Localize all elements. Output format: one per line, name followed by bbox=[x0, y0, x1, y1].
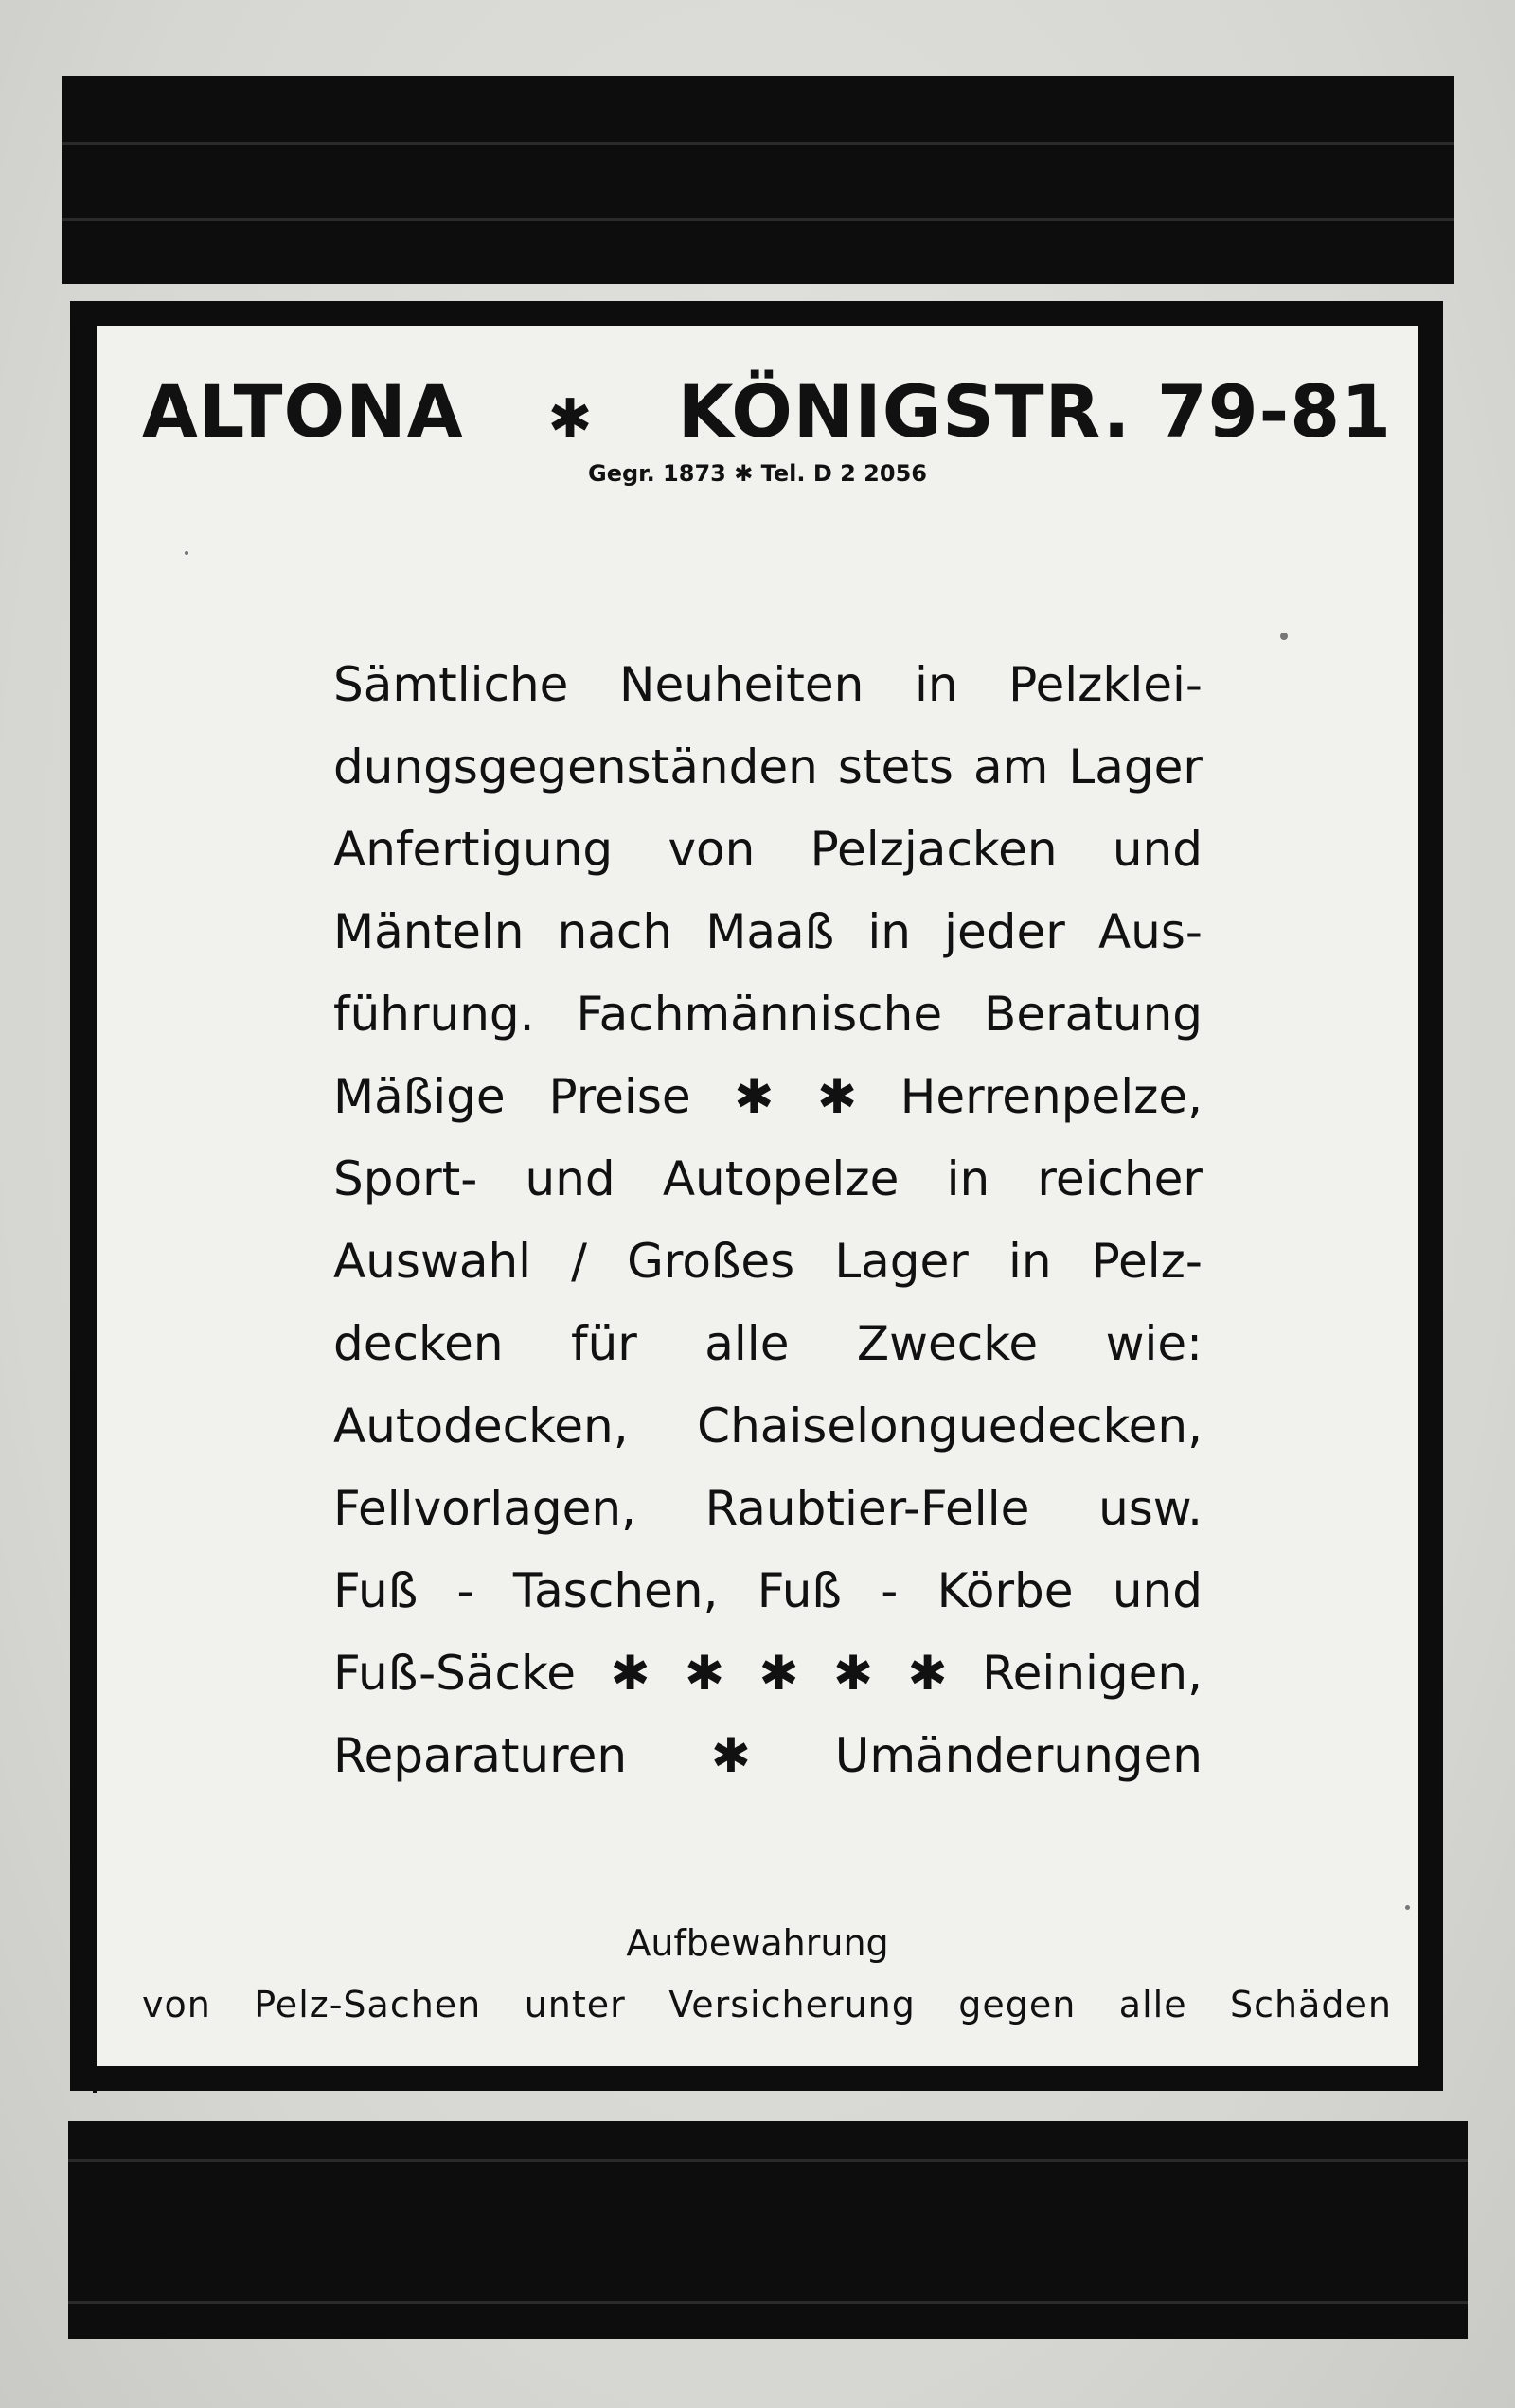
word: und bbox=[1112, 1563, 1203, 1618]
body-line bbox=[333, 726, 1203, 809]
band-stripe bbox=[62, 142, 1454, 145]
star-ornament-icon: ✱ bbox=[547, 388, 594, 450]
word: Fuß-Säcke bbox=[333, 1646, 576, 1701]
word: ✱ bbox=[758, 1646, 799, 1701]
band-stripe bbox=[62, 218, 1454, 221]
word: Mänteln bbox=[333, 904, 525, 959]
headline-city: ALTONA bbox=[142, 369, 464, 454]
word: Taschen, bbox=[512, 1563, 719, 1618]
advert-body bbox=[333, 644, 1203, 1797]
word: Pelzklei- bbox=[1008, 657, 1203, 712]
word: - bbox=[881, 1563, 899, 1618]
word: Auswahl bbox=[333, 1234, 532, 1289]
word: für bbox=[571, 1316, 637, 1371]
headline bbox=[142, 369, 1392, 454]
word: reicher bbox=[1037, 1151, 1203, 1206]
word: Raubtier-Felle bbox=[704, 1481, 1030, 1536]
word: Umänderungen bbox=[834, 1728, 1203, 1783]
word: Lager bbox=[1068, 740, 1203, 794]
word: Versicherung bbox=[668, 1984, 916, 2025]
storage-description bbox=[142, 1984, 1392, 2025]
word: ✱ bbox=[833, 1646, 874, 1701]
body-line bbox=[333, 1138, 1203, 1221]
word: in bbox=[946, 1151, 990, 1206]
word: in bbox=[914, 657, 958, 712]
word: jeder bbox=[944, 904, 1065, 959]
word: Zwecke bbox=[856, 1316, 1039, 1371]
body-line bbox=[333, 1632, 1203, 1715]
word: Autopelze bbox=[662, 1151, 900, 1206]
word: Herrenpelze, bbox=[900, 1069, 1203, 1124]
body-line bbox=[333, 1550, 1203, 1632]
body-line bbox=[333, 891, 1203, 973]
word: Schäden bbox=[1230, 1984, 1392, 2025]
body-line bbox=[333, 1303, 1203, 1385]
body-line bbox=[333, 973, 1203, 1056]
body-line bbox=[333, 1056, 1203, 1138]
word: Neuheiten bbox=[619, 657, 864, 712]
word: Sämtliche bbox=[333, 657, 569, 712]
word: Fachmännische bbox=[576, 987, 943, 1042]
word: Pelz-Sachen bbox=[254, 1984, 482, 2025]
word: ✱ bbox=[817, 1069, 857, 1124]
dust-speck bbox=[185, 551, 188, 555]
dust-speck bbox=[1280, 633, 1288, 640]
word: Beratung bbox=[984, 987, 1203, 1042]
word: usw. bbox=[1098, 1481, 1203, 1536]
body-line bbox=[333, 644, 1203, 726]
storage-heading: Aufbewahrung bbox=[626, 1922, 889, 1964]
word: ✱ bbox=[685, 1646, 725, 1701]
word: von bbox=[668, 822, 756, 877]
body-line bbox=[333, 1468, 1203, 1550]
word: ✱ bbox=[610, 1646, 651, 1701]
word: Aus- bbox=[1097, 904, 1203, 959]
word: wie: bbox=[1105, 1316, 1203, 1371]
body-line bbox=[333, 1221, 1203, 1303]
body-line bbox=[333, 1715, 1203, 1797]
word: Anfertigung bbox=[333, 822, 614, 877]
word: Autodecken, bbox=[333, 1399, 629, 1454]
body-line bbox=[333, 1385, 1203, 1468]
word: führung. bbox=[333, 987, 535, 1042]
word: nach bbox=[557, 904, 673, 959]
word: Chaiselonguedecken, bbox=[697, 1399, 1203, 1454]
word: Fuß bbox=[757, 1563, 842, 1618]
word: Körbe bbox=[936, 1563, 1074, 1618]
word: Maaß bbox=[705, 904, 835, 959]
word: / bbox=[571, 1234, 588, 1289]
word: in bbox=[867, 904, 911, 959]
dust-speck bbox=[1405, 1905, 1410, 1910]
body-line bbox=[333, 809, 1203, 891]
word: alle bbox=[1118, 1984, 1187, 2025]
band-stripe bbox=[68, 2301, 1468, 2304]
word: Fellvorlagen, bbox=[333, 1481, 636, 1536]
word: Reinigen, bbox=[982, 1646, 1203, 1701]
word: ✱ bbox=[907, 1646, 948, 1701]
word: von bbox=[142, 1984, 211, 2025]
word: unter bbox=[524, 1984, 626, 2025]
word: stets bbox=[837, 740, 954, 794]
band-stripe bbox=[68, 2159, 1468, 2162]
word: am bbox=[972, 740, 1049, 794]
word: decken bbox=[333, 1316, 504, 1371]
headline-street: KÖNIGSTR. 79-81 bbox=[677, 369, 1392, 454]
bottom-black-band bbox=[68, 2121, 1468, 2339]
word: alle bbox=[704, 1316, 790, 1371]
word: Pelz- bbox=[1091, 1234, 1203, 1289]
word: Fuß bbox=[333, 1563, 419, 1618]
word: Sport- bbox=[333, 1151, 478, 1206]
word: ✱ bbox=[734, 1069, 775, 1124]
founded-phone-line: Gegr. 1873 ✱ Tel. D 2 2056 bbox=[588, 460, 927, 487]
word: Reparaturen bbox=[333, 1728, 628, 1783]
word: ✱ bbox=[710, 1728, 751, 1783]
word: Pelzjacken bbox=[810, 822, 1058, 877]
word: Großes bbox=[627, 1234, 795, 1289]
word: und bbox=[525, 1151, 615, 1206]
word: dungsgegenständen bbox=[333, 740, 818, 794]
word: Mäßige bbox=[333, 1069, 506, 1124]
word: gegen bbox=[958, 1984, 1077, 2025]
word: und bbox=[1112, 822, 1203, 877]
top-black-band bbox=[62, 76, 1454, 284]
word: Lager bbox=[834, 1234, 969, 1289]
word: Preise bbox=[548, 1069, 691, 1124]
word: - bbox=[456, 1563, 474, 1618]
word: in bbox=[1007, 1234, 1052, 1289]
